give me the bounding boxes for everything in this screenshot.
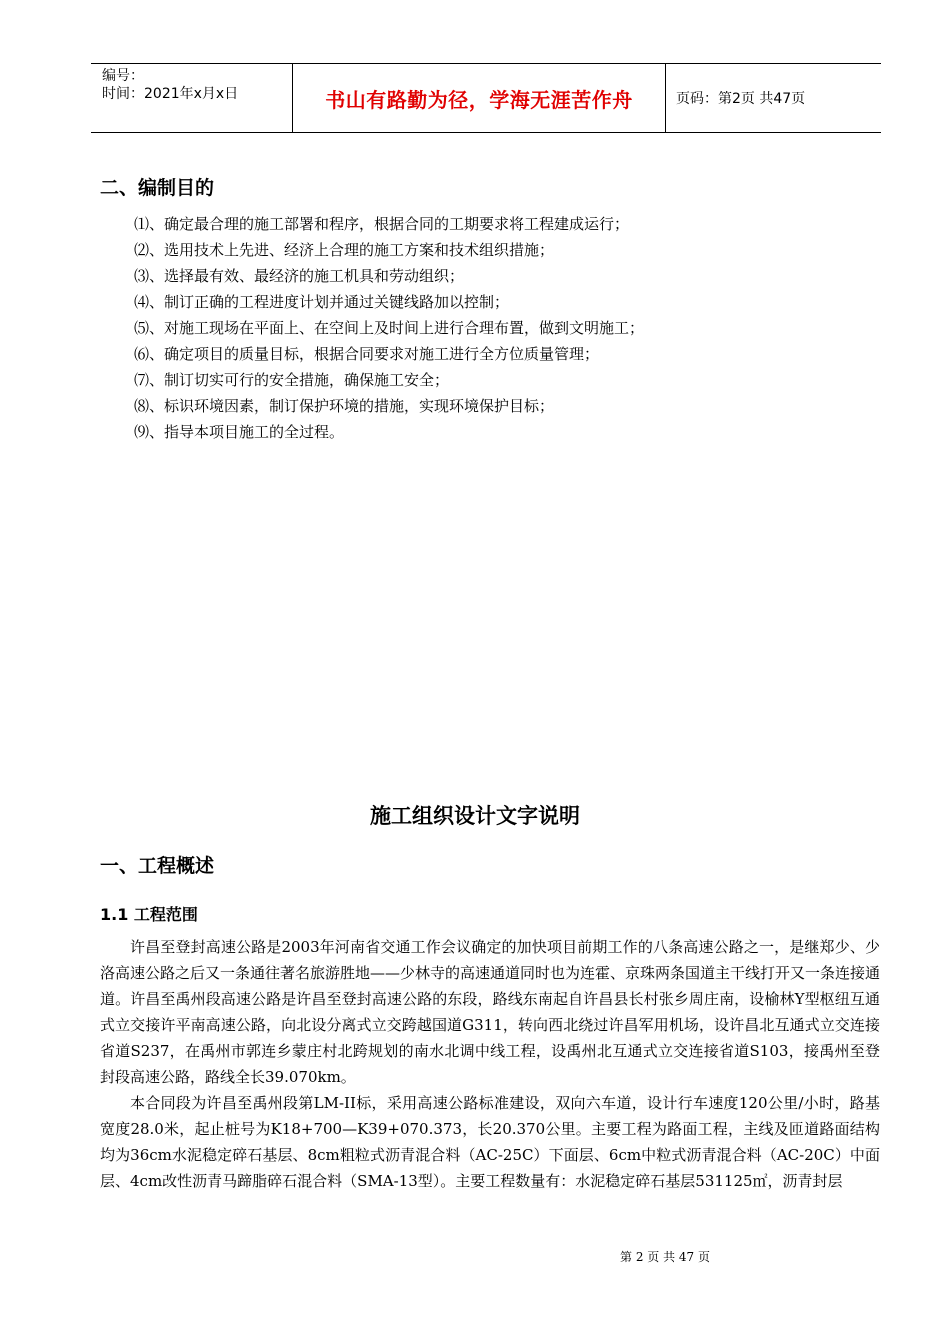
overview-body	[100, 934, 880, 1194]
paragraph: 本合同段为许昌至禹州段第LM-II标，采用高速公路标准建设，双向六车道，设计行车速度120公里/小时，路基宽度28.0米，起止桩号为K18+700—K39+070.373，长20.370公里。主要工程为路面工程，主线及匝道路面结构均为36cm水泥稳定碎石基层、8cm粗粒式沥青混合料（AC-25C）下面层、6cm中粒式沥青混合料（AC-20C）中面层、4cm改性沥青马蹄脂碎石混合料（SMA-13型）。主要工程数量有：水泥稳定碎石基层531125㎡，沥青封层	[100, 1094, 880, 1190]
list-item: ⑴、确定最合理的施工部署和程序，根据合同的工期要求将工程建成运行；	[134, 215, 630, 233]
header-motto: 书山有路勤为径，学海无涯苦作舟	[325, 87, 633, 112]
list-item: ⑺、制订切实可行的安全措施，确保施工安全；	[134, 371, 450, 389]
list-item: ⑻、标识环境因素，制订保护环境的措施，实现环境保护目标；	[134, 397, 555, 415]
sub-heading-scope: 1.1 工程范围	[100, 905, 198, 924]
page-footer: 第 2 页 共 47 页	[620, 1250, 710, 1264]
document-time-label: 时间：2021年x月x日	[102, 86, 239, 102]
list-item: ⑼、指导本项目施工的全过程。	[134, 423, 345, 441]
list-item: ⑶、选择最有效、最经济的施工机具和劳动组织；	[134, 267, 465, 285]
document-title: 施工组织设计文字说明	[370, 804, 580, 828]
document-number-label: 编号：	[102, 68, 144, 84]
section-heading-purpose: 二、编制目的	[100, 177, 215, 199]
section-heading-overview: 一、工程概述	[100, 855, 215, 877]
list-item: ⑷、制订正确的工程进度计划并通过关键线路加以控制；	[134, 293, 510, 311]
list-item: ⑹、确定项目的质量目标，根据合同要求对施工进行全方位质量管理；	[134, 345, 600, 363]
list-item: ⑸、对施工现场在平面上、在空间上及时间上进行合理布置，做到文明施工；	[134, 319, 645, 337]
list-item: ⑵、选用技术上先进、经济上合理的施工方案和技术组织措施；	[134, 241, 555, 259]
purpose-list	[134, 211, 644, 445]
header-motto-cell	[293, 64, 666, 132]
header-page-cell	[666, 64, 881, 132]
header-meta	[91, 64, 293, 132]
page-header	[91, 63, 881, 133]
header-page-number: 页码：第2页 共47页	[676, 91, 806, 107]
paragraph: 许昌至登封高速公路是2003年河南省交通工作会议确定的加快项目前期工作的八条高速公路之一，是继郑少、少洛高速公路之后又一条通往著名旅游胜地——少林寺的高速通道同时也为连霍、京珠两条国道主干线打开又一条连接通道。许昌至禹州段高速公路是许昌至登封高速公路的东段，路线东南起自许昌县长村张乡周庄南，设榆林Y型枢纽互通式立交接许平南高速公路，向北设分离式立交跨越国道G311，转向西北绕过许昌军用机场，设许昌北互通式立交连接省道S237，在禹州市郭连乡蒙庄村北跨规划的南水北调中线工程，设禹州北互通式立交连接省道S103，接禹州至登封段高速公路，路线全长39.070km。	[100, 938, 881, 1086]
